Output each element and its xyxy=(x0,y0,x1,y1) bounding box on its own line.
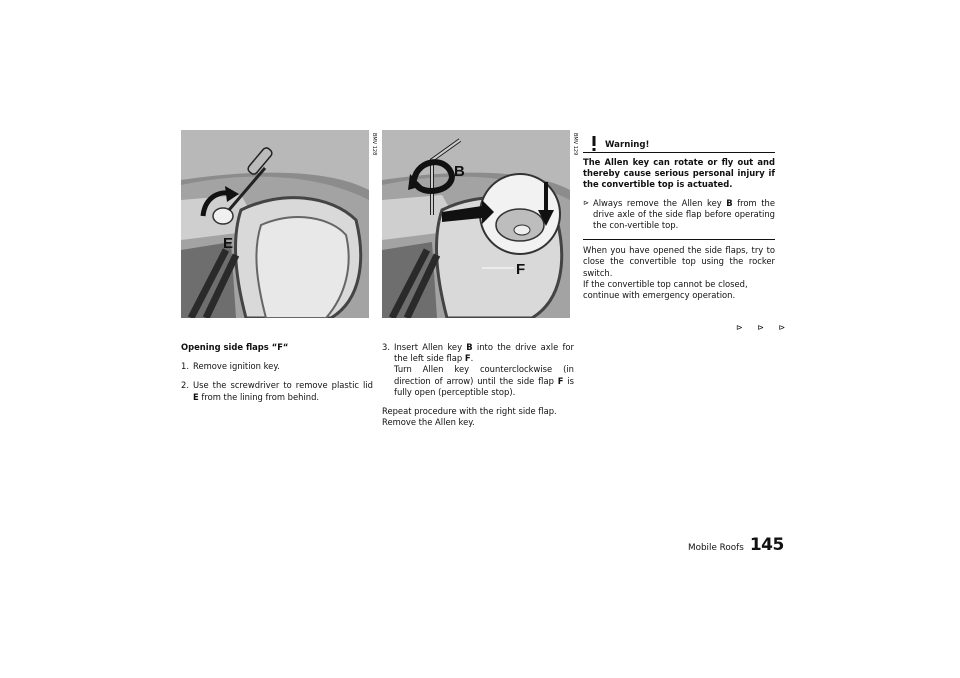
warning-title: Warning! xyxy=(605,139,650,150)
section-heading: Opening side flaps “F“ xyxy=(181,342,289,352)
warning-icon xyxy=(587,136,601,151)
bullet-triangle-icon: ⊳ xyxy=(583,198,589,207)
continue-arrow-icon: ⊳ xyxy=(736,323,743,332)
continue-arrow-icon: ⊳ xyxy=(778,323,786,332)
figure-label-B: B xyxy=(454,163,465,180)
section-title: Mobile Roofs xyxy=(688,543,744,553)
figure-label-F: F xyxy=(516,261,526,278)
info-text: When you have opened the side flaps, try to close the convertible top using the rocker switch. xyxy=(583,245,775,278)
column-1 xyxy=(181,342,373,411)
continue-marks xyxy=(724,323,785,332)
divider xyxy=(583,239,775,240)
paragraph: Repeat procedure with the right side flap. xyxy=(382,406,557,417)
figure-label-E: E xyxy=(223,235,234,252)
figure-remove-plastic-lid xyxy=(181,130,369,318)
warning-bullet: ⊳ Always remove the Allen key B from the drive axle of the side flap before operating the con-vertible top. xyxy=(583,197,776,231)
page-number: 145 xyxy=(749,535,784,555)
page-footer xyxy=(688,535,784,555)
warning-text: The Allen key can rotate or fly out and thereby cause serious personal injury if the convertible top is actuated. xyxy=(583,157,775,190)
step-3: 3. Insert Allen key B into the drive axle for the left side flap F. Turn Allen key counterclockwise (in direction of arrow) until the side flap F is fully open (perceptible stop). xyxy=(382,342,574,397)
continue-arrow-icon: ⊳ xyxy=(757,323,764,332)
figure-code: BMV 128 xyxy=(371,133,377,156)
info-text: If the convertible top cannot be closed, continue with emergency operation. xyxy=(583,278,748,301)
column-3 xyxy=(583,135,775,301)
column-2 xyxy=(382,342,574,428)
warning-header xyxy=(583,135,775,153)
step-1: 1. Remove ignition key. xyxy=(181,361,280,372)
figure-code: BMV 129 xyxy=(572,133,578,156)
step-2: 2. Use the screwdriver to remove plastic lid E from the lining from behind. xyxy=(181,380,373,402)
paragraph: Remove the Allen key. xyxy=(382,417,475,428)
figure-insert-allen-key xyxy=(382,130,570,318)
